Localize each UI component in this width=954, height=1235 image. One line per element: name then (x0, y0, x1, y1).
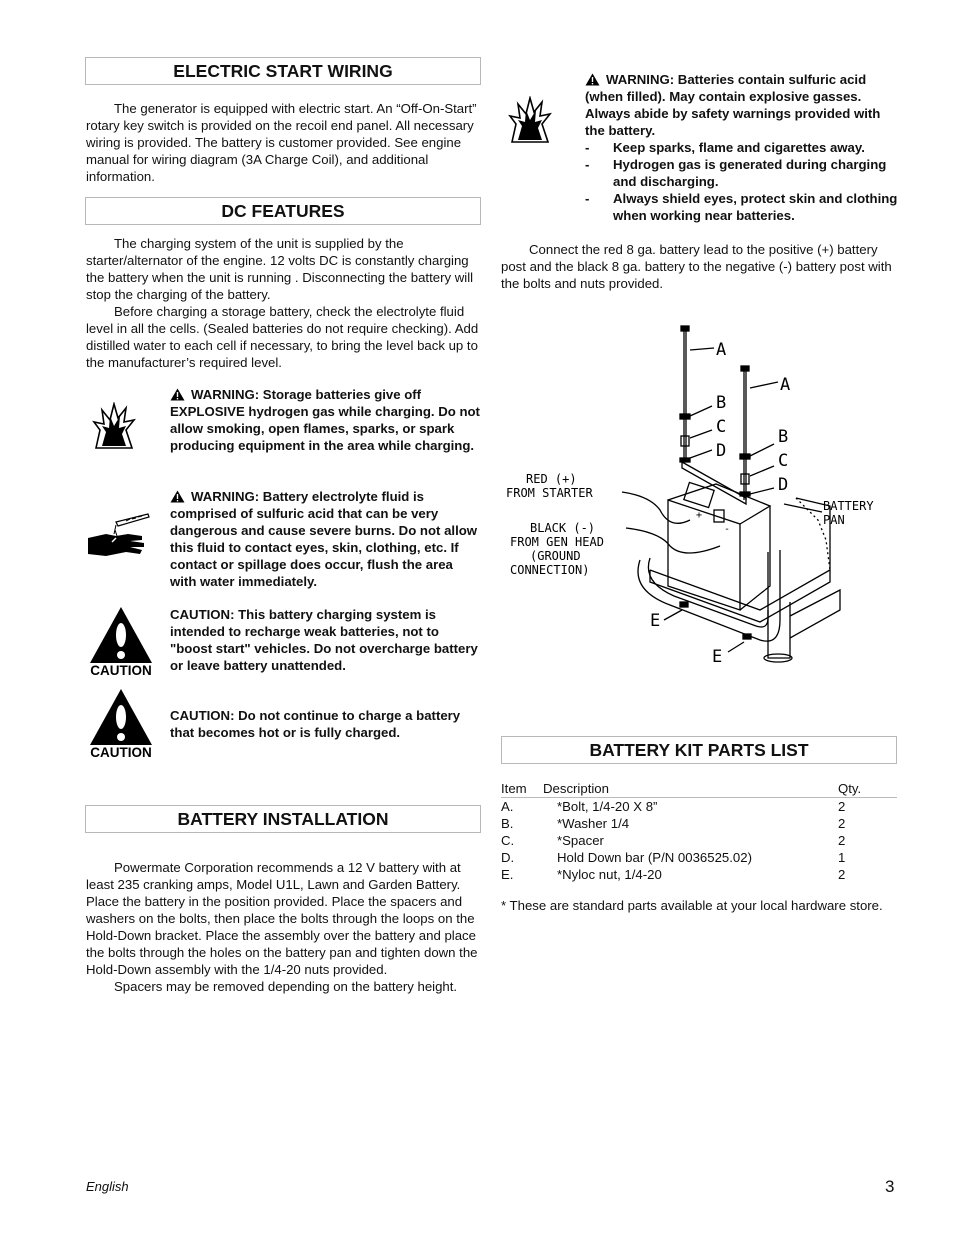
column-header-qty: Qty. (838, 781, 862, 796)
label-a: A (780, 375, 791, 395)
table-row: E. *Nyloc nut, 1/4-20 2 (501, 867, 846, 882)
parts-table (501, 780, 897, 883)
label-d: D (778, 475, 789, 495)
footer-language: English (86, 1179, 129, 1194)
black-lead-label: FROM GEN HEAD (510, 535, 604, 549)
connect-text: Connect the red 8 ga. battery lead to the positive (+) battery post and the black 8 ga. battery to the negative (-) battery post with the bolts and nuts provided. (501, 242, 892, 291)
table-row: A. *Bolt, 1/4-20 X 8” 2 (501, 799, 846, 814)
battery-kit-parts-heading: BATTERY KIT PARTS LIST (501, 736, 897, 764)
warning-explosive-gas: WARNING: Storage batteries give off EXPLOSIVE hydrogen gas while charging. Do not allow smoking, open flames, sparks, or spark producing equipment in the area while charging. (170, 387, 480, 453)
label-b: B (716, 393, 727, 413)
label-e: E (650, 611, 661, 631)
dc-features-heading: DC FEATURES (85, 197, 481, 225)
warning-triangle-icon (585, 73, 600, 86)
table-header-row (501, 780, 897, 798)
column-header-item: Item (501, 781, 527, 796)
column-header-description: Description (543, 781, 609, 796)
battery-installation-text: Powermate Corporation recommends a 12 V battery with at least 235 cranking amps, Model U1L, Lawn and Garden Battery. Place the battery in the position provided. Place the spacers and washers on the bolts, then place the bolts through the loops on the Hold-Down bracket. Place the assembly over the battery and place the bolts through the holes on the battery pan and tighten down the Hold-Down assembly with the 1/4-20 nuts provided. Spacers may be removed depending on the battery height. (86, 860, 478, 994)
caution-hot-battery: CAUTION: Do not continue to charge a battery that becomes hot or is fully charged. (170, 708, 461, 740)
black-lead-label: BLACK (-) (530, 521, 596, 535)
list-item: - Always shield eyes, protect skin and clothing when working near batteries. (585, 191, 898, 223)
label-a: A (716, 340, 727, 360)
svg-text:-: - (724, 524, 731, 535)
explosion-icon (92, 402, 136, 450)
table-row: D. Hold Down bar (P/N 0036525.02) 1 (501, 850, 846, 865)
table-row: C. *Spacer 2 (501, 833, 846, 848)
caution-boost-start: CAUTION: This battery charging system is intended to recharge weak batteries, not to "boost start" vehicles. Do not overcharge battery or leave battery unattended. (170, 607, 478, 673)
label-e: E (712, 647, 723, 667)
dc-features-text: The charging system of the unit is supplied by the starter/alternator of the engine. 12 volts DC is constantly charging the battery when the unit is running . Disconnecting the battery will stop the charging of the battery. Before charging a storage battery, check the electrolyte fluid level in all the cells. (Sealed batteries do not require checking). Add distilled water to each cell if necessary, to bring the level back up to the manufacturer’s required level. (86, 236, 479, 370)
battery-pan-label: BATTERY (823, 499, 874, 513)
list-item: - Hydrogen gas is generated during charging and discharging. (585, 157, 887, 189)
caution-icon (88, 605, 154, 679)
battery-installation-heading: BATTERY INSTALLATION (85, 805, 481, 833)
label-c: C (716, 417, 727, 437)
electric-start-text: The generator is equipped with electric start. An “Off-On-Start” rotary key switch is provided on the recoil end panel. All necessary wiring is provided. The battery is customer provided. See engine manual for wiring diagram (3A Charge Coil), and additional information. (86, 101, 477, 184)
parts-note: * These are standard parts available at your local hardware store. (501, 898, 883, 913)
caution-label: CAUTION (90, 663, 152, 678)
table-row: B. *Washer 1/4 2 (501, 816, 846, 831)
red-lead-label: FROM STARTER (506, 486, 593, 500)
caution-label: CAUTION (90, 745, 152, 760)
page-number: 3 (885, 1177, 895, 1196)
warning-sulfuric-acid: WARNING: Batteries contain sulfuric acid (when filled). May contain explosive gasses. Always abide by safety warnings provided with the battery. - Keep sparks, flame and cigarettes away. - Hydrogen gas is generated during charging and discharging. - Always shield eyes, protect skin and clothing when working near batteries. (585, 71, 901, 224)
explosion-icon (508, 96, 552, 144)
label-d: D (716, 441, 727, 461)
battery-installation-diagram (500, 320, 900, 670)
black-lead-label: (GROUND (530, 549, 581, 563)
electric-start-heading: ELECTRIC START WIRING (85, 57, 481, 85)
svg-text:+: + (696, 510, 703, 521)
acid-hand-icon (86, 512, 152, 560)
warning-electrolyte: WARNING: Battery electrolyte fluid is comprised of sulfuric acid that can be very dangerous and cause severe burns. Do not allow this fluid to contact eyes, skin, clothing, etc. If contact or spillage does occur, flush the area with water immediately. (170, 489, 478, 589)
caution-icon (88, 687, 154, 761)
label-b: B (778, 427, 789, 447)
red-lead-label: RED (+) (526, 472, 577, 486)
battery-pan-label: PAN (823, 513, 845, 527)
list-item: - Keep sparks, flame and cigarettes away. (585, 140, 865, 155)
black-lead-label: CONNECTION) (510, 563, 590, 577)
label-c: C (778, 451, 789, 471)
warning-triangle-icon (170, 490, 185, 503)
warning-triangle-icon (170, 388, 185, 401)
